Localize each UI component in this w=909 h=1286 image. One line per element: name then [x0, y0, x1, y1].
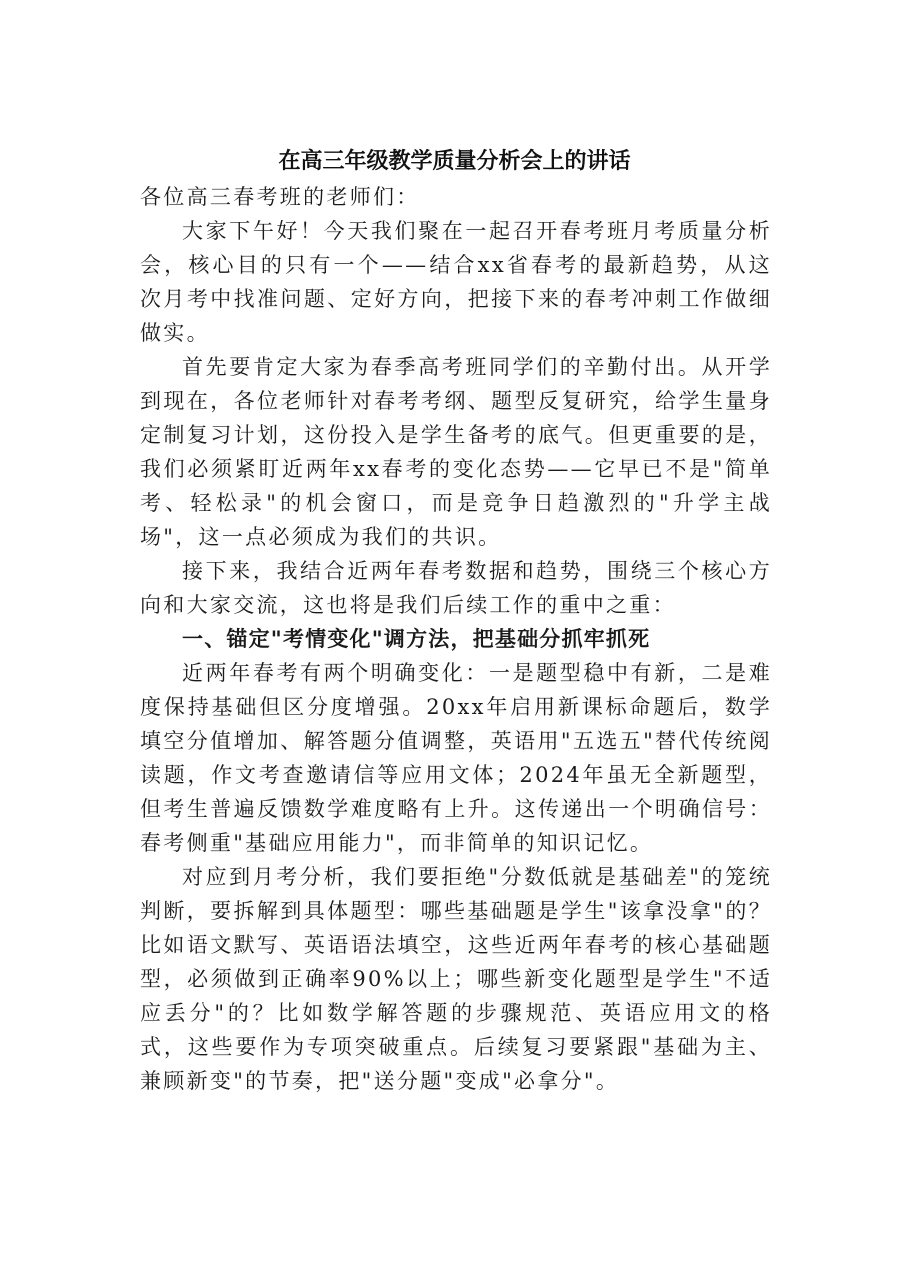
paragraph-analysis-approach: 对应到月考分析，我们要拒绝"分数低就是基础差"的笼统判断，要拆解到具体题型：哪些基础题是学生"该拿没拿"的？比如语文默写、英语语法填空，这些近两年春考的核心基础题型，必须做到正确率90%以上；哪些新变化题型是学生"不适应丢分"的？比如数学解答题的步骤规范、英语应用文的格式，这些要作为专项突破重点。后续复习要紧跟"基础为主、兼顾新变"的节奏，把"送分题"变成"必拿分"。	[140, 865, 772, 1093]
paragraph-acknowledgement: 首先要肯定大家为春季高考班同学们的辛勤付出。从开学到现在，各位老师针对春考考纲、题型反复研究，给学生量身定制复习计划，这份投入是学生备考的底气。但更重要的是，我们必须紧盯近两年xx春考的变化态势——它早已不是"简单考、轻松录"的机会窗口，而是竞争日趋激烈的"升学主战场"，这一点必须成为我们的共识。	[140, 355, 772, 549]
document-body	[140, 180, 772, 1098]
section-heading-1: 一、锚定"考情变化"调方法，把基础分抓牢抓死	[182, 627, 651, 651]
greeting-line: 各位高三春考班的老师们：	[140, 185, 420, 209]
paragraph-exam-changes: 近两年春考有两个明确变化：一是题型稳中有新，二是难度保持基础但区分度增强。20xx年启用新课标命题后，数学填空分值增加、解答题分值调整，英语用"五选五"替代传统阅读题，作文考查邀请信等应用文体；2024年虽无全新题型，但考生普遍反馈数学难度略有上升。这传递出一个明确信号：春考侧重"基础应用能力"，而非简单的知识记忆。	[140, 661, 772, 855]
paragraph-opening: 大家下午好！今天我们聚在一起召开春考班月考质量分析会，核心目的只有一个——结合xx省春考的最新趋势，从这次月考中找准问题、定好方向，把接下来的春考冲刺工作做细做实。	[140, 219, 772, 345]
document-title: 在高三年级教学质量分析会上的讲话	[278, 148, 631, 174]
paragraph-transition: 接下来，我结合近两年春考数据和趋势，围绕三个核心方向和大家交流，这也将是我们后续工作的重中之重：	[140, 559, 772, 617]
